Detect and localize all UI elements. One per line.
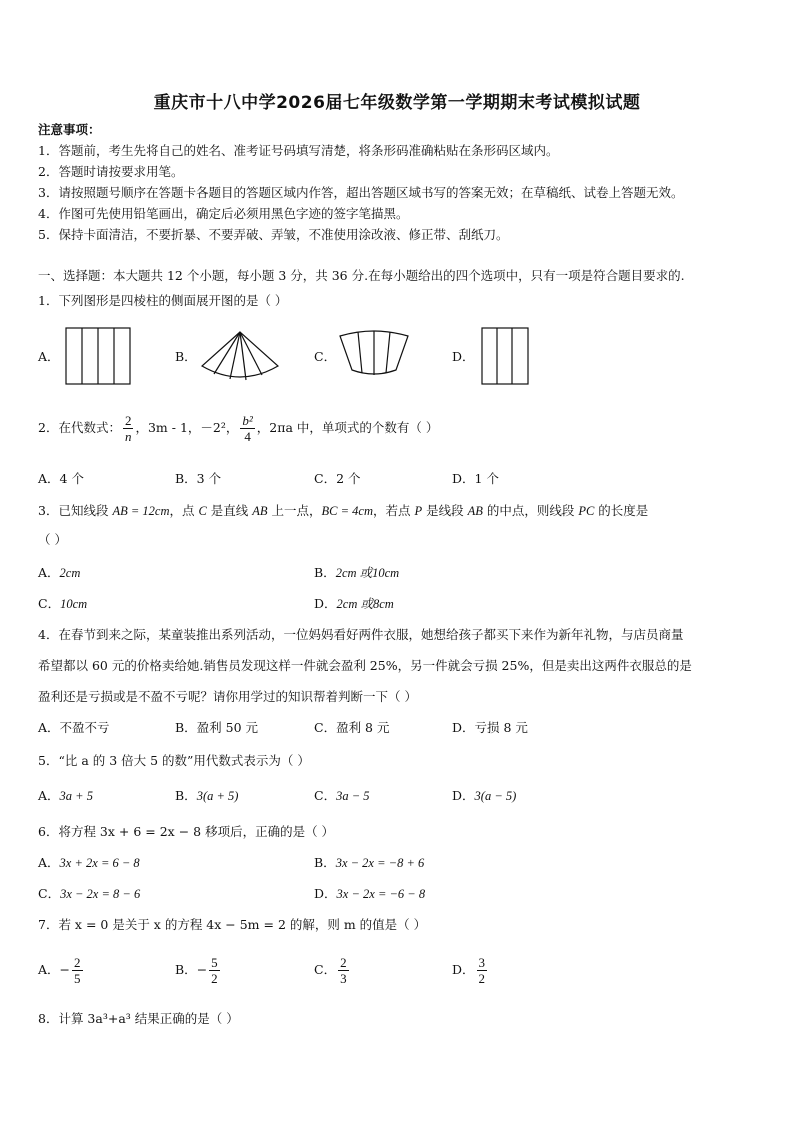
question-4-stem: 希望都以 60 元的价格卖给她.销售员发现这样一件就会盈利 25%，另一件就会亏损 25%，但是卖出这两件衣服总的是 [38,658,692,673]
question-4-stem: 4．在春节到来之际，某童装推出系列活动，一位妈妈看好两件衣服，她想给孩子都买下来作为新年礼物，与店员商量 [38,627,684,642]
q6-option-b-label: B． [314,855,336,870]
notice-heading: 注意事项： [38,122,101,137]
q7-option-c-den: 3 [340,971,347,986]
q3-math: C [198,504,207,518]
q3-math: PC [578,504,595,518]
q7-option-a-label: A． [38,962,60,977]
q5-option-d[interactable] [452,786,516,804]
q5-option-c[interactable] [314,786,370,804]
q6-option-c[interactable] [38,884,140,902]
q3-math: P [414,504,423,518]
q2-suffix: ，2πa 中，单项式的个数有（ ） [256,420,439,435]
question-8-stem: 8．计算 3a³+a³ 结果正确的是（ ） [38,1011,239,1026]
q1-option-b-label[interactable]: B． [175,349,197,364]
q6-option-c-value: 3x − 2x = 8 − 6 [60,887,141,901]
question-2-stem [38,410,438,446]
q7-option-a-fraction [72,955,83,986]
page-title: 重庆市十八中学2026届七年级数学第一学期期末考试模拟试题 [153,93,641,113]
question-4-stem: 盈利还是亏损或是不盈不亏呢？请你用学过的知识帮着判断一下（ ） [38,689,417,704]
q6-option-a-value: 3x + 2x = 6 − 8 [59,856,140,870]
q3-text: 是直线 [206,503,253,518]
q1-option-c-label[interactable]: C． [314,349,337,364]
notice-item: 1．答题前，考生先将自己的姓名、准考证号码填写清楚，将条形码准确粘贴在条形码区域内。 [38,143,559,158]
notice-item: 4．作图可先使用铅笔画出，确定后必须用黑色字迹的签字笔描黑。 [38,206,409,221]
notice-item: 3．请按照题号顺序在答题卡各题目的答题区域内作答，超出答题区域书写的答案无效；在草稿纸、试卷上答题无效。 [38,185,684,200]
question-7-stem: 7．若 x = 0 是关于 x 的方程 4x − 5m = 2 的解，则 m 的值是（ ） [38,917,427,932]
q2-fraction-1-num: 2 [124,413,132,428]
q1-option-b-figure [198,330,282,384]
q3-text: ，若点 [373,503,415,518]
q5-option-a-label: A． [38,788,60,803]
q3-option-c-label: C． [38,596,61,611]
q7-option-d[interactable] [452,952,489,988]
q3-option-d-label: D． [314,596,337,611]
section-heading: 一、选择题：本大题共 12 个小题，每小题 3 分，共 36 分.在每小题给出的四个选项中，只有一项是符合题目要求的. [38,268,685,283]
q3-math: AB [467,504,483,518]
q7-option-c[interactable] [314,952,351,988]
q2-option-d[interactable]: D．1 个 [452,471,499,486]
notice-item: 2．答题时请按要求用笔。 [38,164,184,179]
q2-fraction-2-den: 4 [244,429,251,444]
question-1-stem: 1．下列图形是四棱柱的侧面展开图的是（ ） [38,293,288,308]
q5-option-c-label: C． [314,788,337,803]
q1-option-a-figure [64,326,132,386]
q5-option-b-label: B． [175,788,197,803]
q5-option-a-value: 3a + 5 [59,789,93,803]
q5-option-d-value: 3(a − 5) [474,789,517,803]
q3-text: 的长度是 [594,503,649,518]
q1-option-c-figure [336,330,412,378]
q7-option-d-den: 2 [478,971,486,986]
q6-option-d-value: 3x − 2x = −6 − 8 [336,887,426,901]
question-3-stem [38,501,648,519]
q3-option-a[interactable] [38,563,80,581]
q6-option-a-label: A． [38,855,60,870]
q3-text: 的中点，则线段 [482,503,579,518]
q5-option-c-value: 3a − 5 [336,789,370,803]
q3-option-d[interactable] [314,594,394,612]
q7-option-a-sign: − [59,962,71,977]
q6-option-a[interactable] [38,853,140,871]
q5-option-b[interactable] [175,786,238,804]
q2-fraction-2-num: b² [242,413,253,428]
q7-option-c-num: 2 [340,955,347,970]
q2-fraction-1 [123,413,134,444]
q3-option-a-value: 2cm [59,566,81,580]
q3-option-b-value: 2cm 或10cm [335,566,400,580]
q7-option-b-num: 5 [211,955,218,970]
q7-option-a[interactable] [38,952,85,988]
q7-option-b[interactable] [175,952,222,988]
q3-math: BC = 4cm [321,504,373,518]
q7-option-d-label: D． [452,962,475,977]
q3-math: AB = 12cm [112,504,170,518]
q6-option-d[interactable] [314,884,425,902]
q1-option-d-figure [480,326,530,386]
q2-option-c[interactable]: C．2 个 [314,471,361,486]
q5-option-d-label: D． [452,788,475,803]
q4-option-c[interactable]: C．盈利 8 元 [314,720,390,735]
q3-text: 上一点， [267,503,322,518]
question-6-stem: 6．将方程 3x + 6 = 2x − 8 移项后，正确的是（ ） [38,824,335,839]
q3-option-b[interactable] [314,563,399,581]
q3-option-a-label: A． [38,565,60,580]
q3-option-d-value: 2cm 或8cm [336,597,394,611]
q2-prefix: 2．在代数式： [38,420,121,435]
q3-option-b-label: B． [314,565,336,580]
q7-option-a-den: 5 [74,971,81,986]
q7-option-c-fraction [338,955,349,986]
q5-option-b-value: 3(a + 5) [196,789,239,803]
q3-option-c[interactable] [38,594,87,612]
q2-option-b[interactable]: B．3 个 [175,471,222,486]
q3-text: 是线段 [422,503,468,518]
q4-option-a[interactable]: A．不盈不亏 [38,720,110,735]
q5-option-a[interactable] [38,786,93,804]
q7-option-d-num: 3 [478,955,486,970]
q4-option-d[interactable]: D．亏损 8 元 [452,720,528,735]
q7-option-b-label: B． [175,962,197,977]
q2-fraction-1-den: n [124,429,132,444]
notice-item: 5．保持卡面清洁，不要折暴、不要弄破、弄皱，不准使用涂改液、修正带、刮纸刀。 [38,227,509,242]
q7-option-b-den: 2 [211,971,218,986]
q1-option-d-label[interactable]: D． [452,349,475,364]
q7-option-a-num: 2 [74,955,81,970]
q3-math: AB [252,504,268,518]
question-3-stem-cont: （ ） [38,532,67,547]
q6-option-b-value: 3x − 2x = −8 + 6 [335,856,425,870]
q7-option-b-sign: − [196,962,208,977]
q7-option-d-fraction [477,955,488,986]
q1-option-a-label[interactable]: A． [38,349,60,364]
q7-option-b-fraction [209,955,220,986]
q2-mid: ，3m - 1，－2²， [135,420,239,435]
q3-text: ，点 [169,503,199,518]
q2-fraction-2 [240,413,254,444]
q3-text: 3．已知线段 [38,503,113,518]
question-5-stem: 5．“比 a 的 3 倍大 5 的数”用代数式表示为（ ） [38,753,310,768]
q3-option-c-value: 10cm [60,597,88,611]
q4-option-b[interactable]: B．盈利 50 元 [175,720,259,735]
q6-option-d-label: D． [314,886,337,901]
q6-option-c-label: C． [38,886,61,901]
q6-option-b[interactable] [314,853,424,871]
q2-option-a[interactable]: A．4 个 [38,471,84,486]
q7-option-c-label: C． [314,962,337,977]
